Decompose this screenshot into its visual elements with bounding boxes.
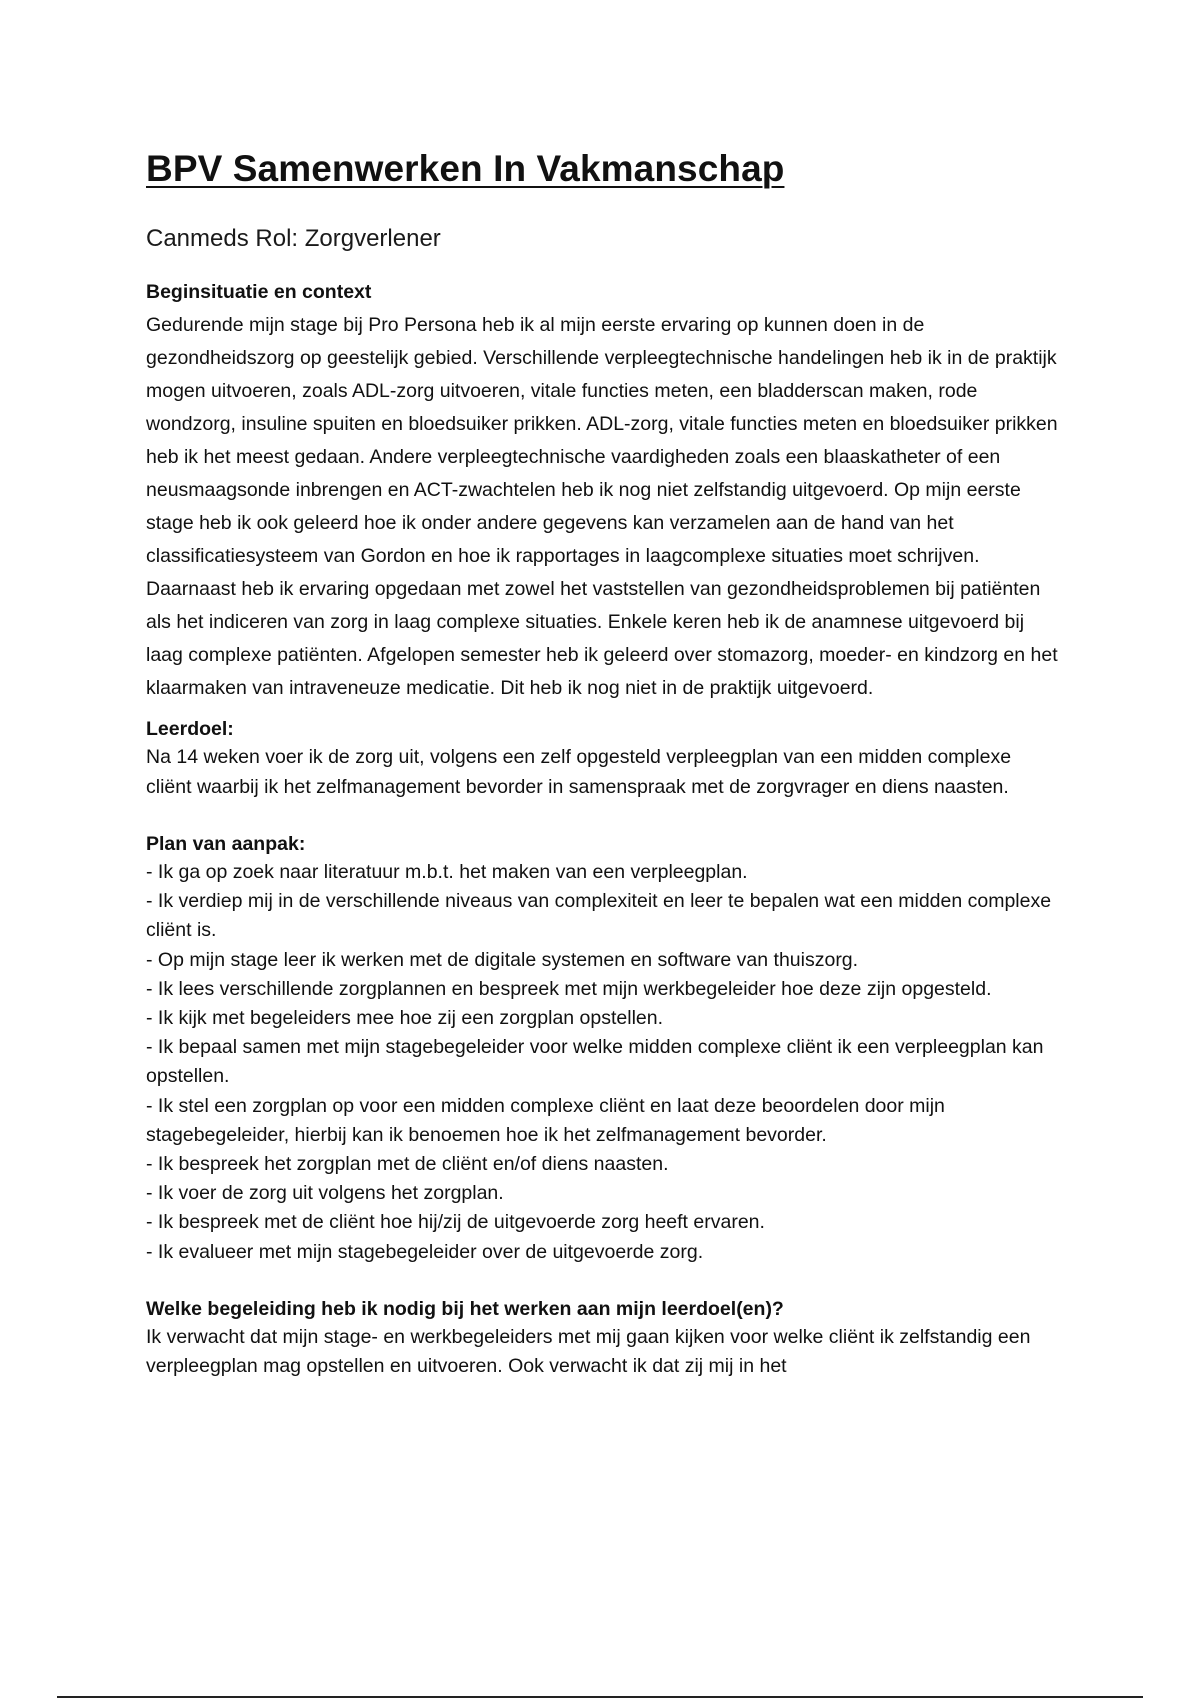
section-beginsituatie (146, 278, 1061, 705)
section-heading-plan: Plan van aanpak: (146, 833, 306, 855)
plan-list-item: - Ik bepaal samen met mijn stagebegeleider voor welke midden complexe cliënt ik een verpleegplan kan opstellen. (146, 1036, 1044, 1088)
plan-list-item: - Ik bespreek het zorgplan met de cliënt en/of diens naasten. (146, 1153, 669, 1176)
document-title: BPV Samenwerken In Vakmanschap (146, 148, 785, 189)
plan-list-item: - Ik lees verschillende zorgplannen en bespreek met mijn werkbegeleider hoe deze zijn opgesteld. (146, 977, 992, 1000)
section-leerdoel (146, 715, 1061, 802)
document-subtitle: Canmeds Rol: Zorgverlener (146, 225, 441, 252)
plan-list-item: - Ik evalueer met mijn stagebegeleider over de uitgevoerde zorg. (146, 1240, 704, 1263)
document-page (146, 146, 1061, 1382)
plan-list-item: - Ik stel een zorgplan op voor een midden complexe cliënt en laat deze beoordelen door mijn stagebegeleider, hierbij kan ik benoemen hoe ik het zelfmanagement bevorder. (146, 1094, 945, 1146)
page-bottom-divider (57, 1696, 1143, 1698)
plan-list-item: - Op mijn stage leer ik werken met de digitale systemen en software van thuiszorg. (146, 948, 859, 971)
paragraph-leerdoel: Na 14 weken voer ik de zorg uit, volgens een zelf opgesteld verpleegplan van een midden complexe cliënt waarbij ik het zelfmanagement bevorder in samenspraak met de zorgvrager en diens naasten. (146, 746, 1012, 798)
paragraph-beginsituatie: Gedurende mijn stage bij Pro Persona heb ik al mijn eerste ervaring op kunnen doen in de gezondheidszorg op geestelijk gebied. Verschillende verpleegtechnische handelingen heb ik in de praktijk mogen uitvoeren, zoals ADL-zorg uitvoeren, vitale functies meten, een bladderscan maken, rode wondzorg, insuline spuiten en bloedsuiker prikken. ADL-zorg, vitale functies meten en bloedsuiker prikken heb ik het meest gedaan. Andere verpleegtechnische vaardigheden zoals een blaaskatheter of een neusmaagsonde inbrengen en ACT-zwachtelen heb ik nog niet zelfstandig uitgevoerd. Op mijn eerste stage heb ik ook geleerd hoe ik onder andere gegevens kan verzamelen aan de hand van het classificatiesysteem van Gordon en hoe ik rapportages in laagcomplexe situaties moet schrijven. Daarnaast heb ik ervaring opgedaan met zowel het vaststellen van gezondheidsproblemen bij patiënten als het indiceren van zorg in laag complexe situaties. Enkele keren heb ik de anamnese uitgevoerd bij laag complexe patiënten. Afgelopen semester heb ik geleerd over stomazorg, moeder- en kindzorg en het klaarmaken van intraveneuze medicatie. Dit heb ik nog niet in de praktijk uitgevoerd. (146, 314, 1058, 699)
section-heading-begeleiding: Welke begeleiding heb ik nodig bij het werken aan mijn leerdoel(en)? (146, 1297, 784, 1320)
section-begeleiding (146, 1295, 1061, 1382)
plan-list-item: - Ik voer de zorg uit volgens het zorgplan. (146, 1182, 504, 1205)
paragraph-begeleiding: Ik verwacht dat mijn stage- en werkbegeleiders met mij gaan kijken voor welke cliënt ik zelfstandig een verpleegplan mag opstellen en uitvoeren. Ook verwacht ik dat zij mij in het (146, 1325, 1031, 1378)
plan-list-item: - Ik bespreek met de cliënt hoe hij/zij de uitgevoerde zorg heeft ervaren. (146, 1211, 765, 1234)
plan-list-item: - Ik kijk met begeleiders mee hoe zij een zorgplan opstellen. (146, 1007, 664, 1030)
section-heading-leerdoel: Leerdoel: (146, 718, 234, 740)
plan-list-item: - Ik ga op zoek naar literatuur m.b.t. het maken van een verpleegplan. (146, 861, 748, 883)
section-heading-beginsituatie: Beginsituatie en context (146, 281, 372, 303)
plan-list-item: - Ik verdiep mij in de verschillende niveaus van complexiteit en leer te bepalen wat een midden complexe cliënt is. (146, 890, 1052, 942)
section-plan-van-aanpak (146, 830, 1061, 1267)
plan-list (146, 858, 1061, 1267)
